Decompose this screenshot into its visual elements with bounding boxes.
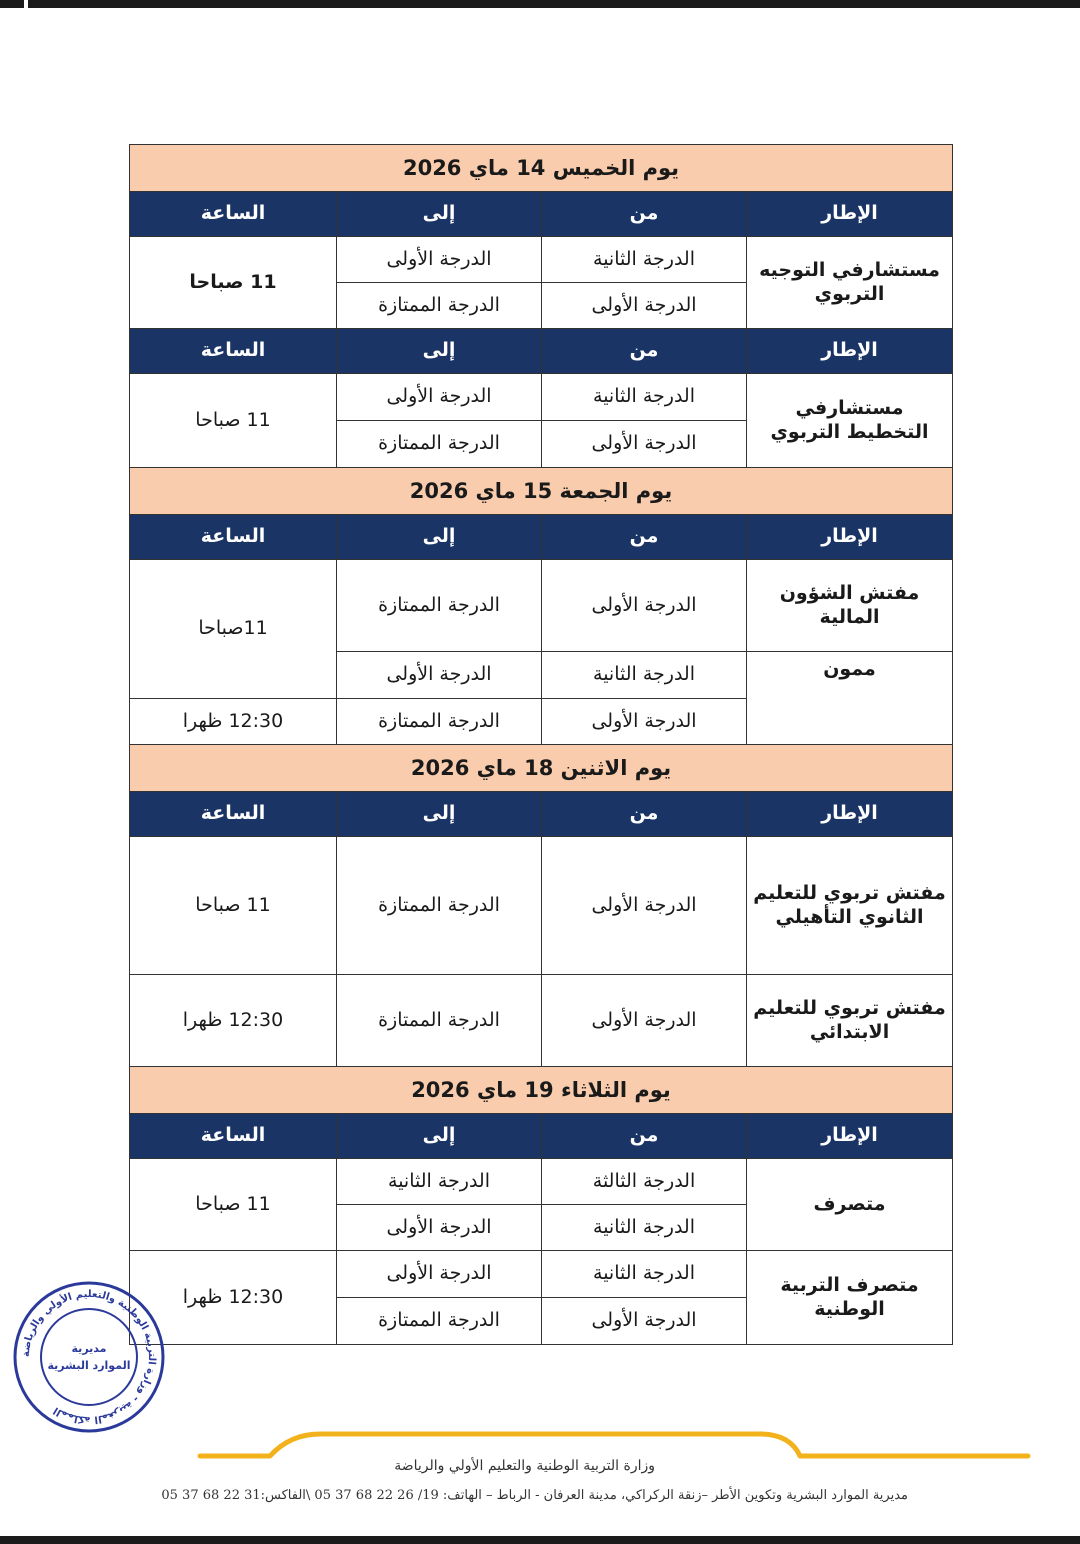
to-cell: الدرجة الأولى xyxy=(337,1251,542,1298)
from-cell: الدرجة الثانية xyxy=(542,374,747,421)
time-cell: 11 صباحا xyxy=(130,1159,337,1251)
stamp-outer-text: المملكة المغربية - وزارة التربية الوطنية والتعليم الأولي والرياضة xyxy=(20,1288,158,1426)
from-cell: الدرجة الثانية xyxy=(542,237,747,283)
header-frame: الإطار xyxy=(747,1114,953,1159)
header-from: من xyxy=(542,192,747,237)
table-row xyxy=(130,837,953,975)
to-cell: الدرجة الأولى xyxy=(337,1205,542,1251)
table-row xyxy=(130,560,953,652)
header-from: من xyxy=(542,1114,747,1159)
stamp-inner-line1: مديرية xyxy=(71,1342,107,1355)
time-cell: 12:30 ظهرا xyxy=(130,699,337,745)
footer-ministry: وزارة التربية الوطنية والتعليم الأولي والرياضة xyxy=(394,1458,655,1474)
top-bar xyxy=(0,0,1080,8)
time-cell: 11 صباحا xyxy=(130,237,337,329)
day-title-row xyxy=(130,1067,953,1114)
to-cell: الدرجة الممتازة xyxy=(337,283,542,329)
to-cell: الدرجة الممتازة xyxy=(337,1298,542,1345)
frame-cell: مفتش تربوي للتعليم الابتدائي xyxy=(747,975,953,1067)
time-cell: 11 صباحا xyxy=(130,837,337,975)
table-row xyxy=(130,1251,953,1298)
from-cell: الدرجة الثانية xyxy=(542,652,747,699)
from-cell: الدرجة الثانية xyxy=(542,1205,747,1251)
header-to: إلى xyxy=(337,329,542,374)
header-frame: الإطار xyxy=(747,515,953,560)
stamp-inner-line2: الموارد البشرية xyxy=(47,1359,131,1372)
day-title: يوم الثلاثاء 19 ماي 2026 xyxy=(130,1067,953,1114)
day-title: يوم الجمعة 15 ماي 2026 xyxy=(130,468,953,515)
time-cell: 11صباحا xyxy=(130,560,337,699)
table-row xyxy=(130,1159,953,1205)
header-frame: الإطار xyxy=(747,792,953,837)
from-cell: الدرجة الأولى xyxy=(542,1298,747,1345)
day-title-row xyxy=(130,745,953,792)
from-cell: الدرجة الثالثة xyxy=(542,1159,747,1205)
time-cell: 12:30 ظهرا xyxy=(130,1251,337,1345)
from-cell: الدرجة الأولى xyxy=(542,560,747,652)
table-row xyxy=(130,237,953,283)
time-cell: 12:30 ظهرا xyxy=(130,975,337,1067)
frame-cell: ممون xyxy=(747,652,953,745)
header-row xyxy=(130,515,953,560)
frame-cell: مفتش الشؤون المالية xyxy=(747,560,953,652)
header-time: الساعة xyxy=(130,515,337,560)
table-row xyxy=(130,374,953,421)
to-cell: الدرجة الممتازة xyxy=(337,421,542,468)
frame-cell: مستشارفي التخطيط التربوي xyxy=(747,374,953,468)
header-to: إلى xyxy=(337,1114,542,1159)
header-from: من xyxy=(542,329,747,374)
header-time: الساعة xyxy=(130,329,337,374)
bottom-bar xyxy=(0,1536,1080,1544)
from-cell: الدرجة الثانية xyxy=(542,1251,747,1298)
to-cell: الدرجة الممتازة xyxy=(337,837,542,975)
to-cell: الدرجة الممتازة xyxy=(337,560,542,652)
header-to: إلى xyxy=(337,792,542,837)
header-time: الساعة xyxy=(130,1114,337,1159)
header-to: إلى xyxy=(337,192,542,237)
header-from: من xyxy=(542,792,747,837)
to-cell: الدرجة الأولى xyxy=(337,374,542,421)
header-row xyxy=(130,329,953,374)
from-cell: الدرجة الأولى xyxy=(542,283,747,329)
to-cell: الدرجة الأولى xyxy=(337,237,542,283)
header-row xyxy=(130,792,953,837)
day-title: يوم الاثنين 18 ماي 2026 xyxy=(130,745,953,792)
header-from: من xyxy=(542,515,747,560)
to-cell: الدرجة الممتازة xyxy=(337,975,542,1067)
day-title-row xyxy=(130,468,953,515)
frame-cell: متصرف xyxy=(747,1159,953,1251)
header-frame: الإطار xyxy=(747,192,953,237)
to-cell: الدرجة الممتازة xyxy=(337,699,542,745)
from-cell: الدرجة الأولى xyxy=(542,699,747,745)
frame-cell: متصرف التربية الوطنية xyxy=(747,1251,953,1345)
day-title-row xyxy=(130,145,953,192)
table-row xyxy=(130,975,953,1067)
time-cell: 11 صباحا xyxy=(130,374,337,468)
frame-cell: مستشارفي التوجيه التربوي xyxy=(747,237,953,329)
official-stamp xyxy=(10,1276,168,1438)
from-cell: الدرجة الأولى xyxy=(542,837,747,975)
to-cell: الدرجة الثانية xyxy=(337,1159,542,1205)
from-cell: الدرجة الأولى xyxy=(542,975,747,1067)
header-to: إلى xyxy=(337,515,542,560)
to-cell: الدرجة الأولى xyxy=(337,652,542,699)
header-row xyxy=(130,1114,953,1159)
schedule-table xyxy=(129,144,953,1345)
header-time: الساعة xyxy=(130,192,337,237)
header-row xyxy=(130,192,953,237)
day-title: يوم الخميس 14 ماي 2026 xyxy=(130,145,953,192)
header-time: الساعة xyxy=(130,792,337,837)
frame-cell: مفتش تربوي للتعليم الثانوي التأهيلي xyxy=(747,837,953,975)
footer-address: مديرية الموارد البشرية وتكوين الأطر –زنقة الركراكي، مدينة العرفان - الرباط – الهاتف: 19/ 26 22 68 37 05 \الفاكس:31 22 68 37 05 xyxy=(161,1488,908,1503)
header-frame: الإطار xyxy=(747,329,953,374)
from-cell: الدرجة الأولى xyxy=(542,421,747,468)
